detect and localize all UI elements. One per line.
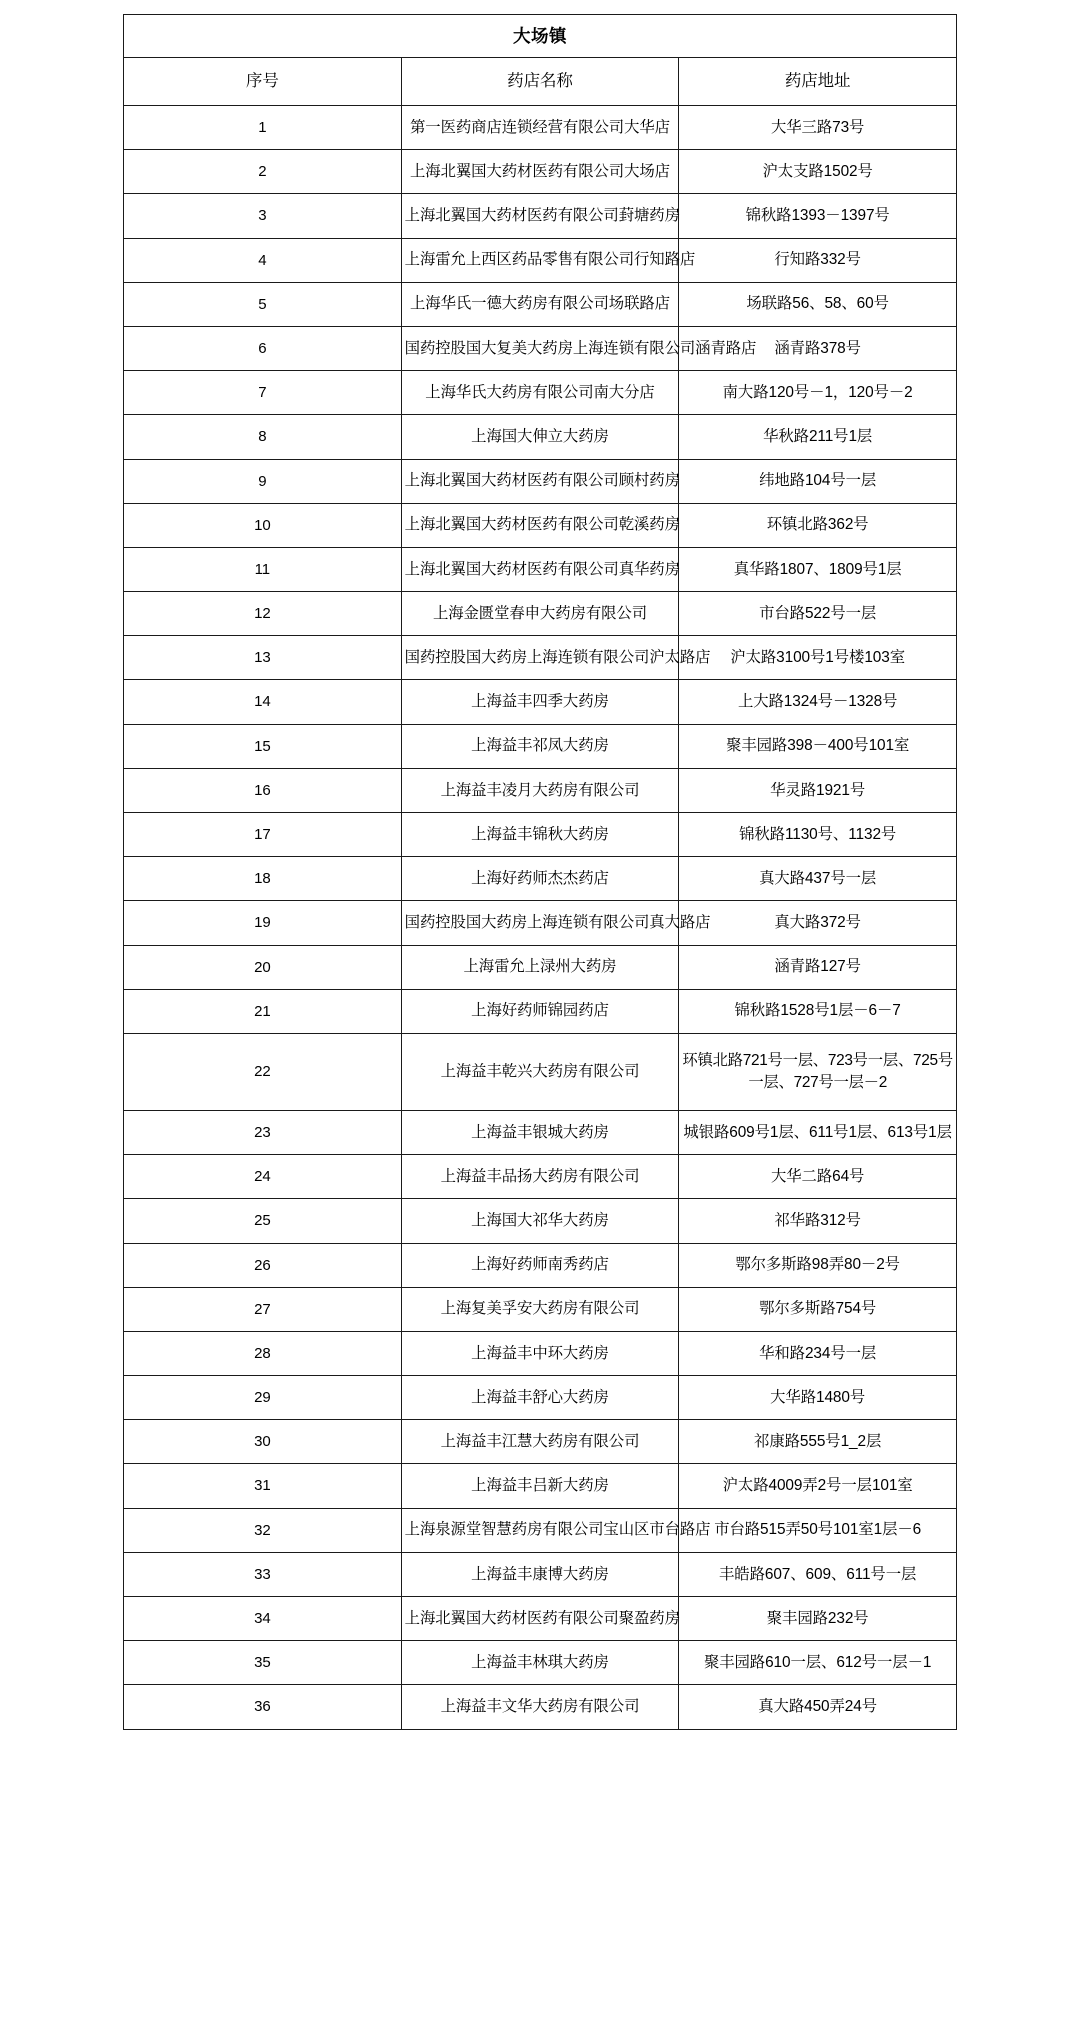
column-header-name: 药店名称	[401, 58, 679, 106]
row-index-cell: 19	[124, 901, 402, 945]
table-row	[124, 547, 957, 591]
table-row	[124, 1033, 957, 1110]
pharmacy-name-cell: 上海泉源堂智慧药房有限公司宝山区市台路店	[401, 1508, 679, 1552]
pharmacy-name-cell: 上海益丰吕新大药房	[401, 1464, 679, 1508]
table-row	[124, 813, 957, 857]
pharmacy-name-cell: 上海国大祁华大药房	[401, 1199, 679, 1243]
row-index-cell: 17	[124, 813, 402, 857]
row-index-cell: 1	[124, 106, 402, 150]
table-row	[124, 1641, 957, 1685]
pharmacy-name-cell: 上海益丰银城大药房	[401, 1110, 679, 1154]
pharmacy-address-cell: 祁华路312号	[679, 1199, 957, 1243]
pharmacy-address-cell: 真大路450弄24号	[679, 1685, 957, 1729]
row-index-cell: 24	[124, 1155, 402, 1199]
pharmacy-name-cell: 上海复美孚安大药房有限公司	[401, 1287, 679, 1331]
table-row	[124, 238, 957, 282]
pharmacy-address-cell: 真大路437号一层	[679, 857, 957, 901]
pharmacy-address-cell: 丰皓路607、609、611号一层	[679, 1552, 957, 1596]
row-index-cell: 18	[124, 857, 402, 901]
pharmacy-name-cell: 上海益丰江慧大药房有限公司	[401, 1420, 679, 1464]
row-index-cell: 34	[124, 1597, 402, 1641]
pharmacy-name-cell: 上海益丰凌月大药房有限公司	[401, 768, 679, 812]
table-row	[124, 1597, 957, 1641]
pharmacy-address-cell: 纬地路104号一层	[679, 459, 957, 503]
pharmacy-name-cell: 上海雷允上渌州大药房	[401, 945, 679, 989]
row-index-cell: 23	[124, 1110, 402, 1154]
pharmacy-name-cell: 国药控股国大药房上海连锁有限公司沪太路店	[401, 636, 679, 680]
pharmacy-name-cell: 上海雷允上西区药品零售有限公司行知路店	[401, 238, 679, 282]
row-index-cell: 21	[124, 989, 402, 1033]
row-index-cell: 25	[124, 1199, 402, 1243]
pharmacy-address-cell: 聚丰园路232号	[679, 1597, 957, 1641]
pharmacy-address-cell: 行知路332号	[679, 238, 957, 282]
column-header-index: 序号	[124, 58, 402, 106]
pharmacy-address-cell: 锦秋路1393－1397号	[679, 194, 957, 238]
pharmacy-address-cell: 涵青路127号	[679, 945, 957, 989]
table-title-row	[124, 15, 957, 58]
table-title: 大场镇	[124, 15, 957, 58]
pharmacy-name-cell: 上海益丰中环大药房	[401, 1331, 679, 1375]
table-row	[124, 1243, 957, 1287]
table-row	[124, 503, 957, 547]
table-row	[124, 415, 957, 459]
row-index-cell: 36	[124, 1685, 402, 1729]
pharmacy-address-cell: 沪太路3100号1号楼103室	[679, 636, 957, 680]
pharmacy-name-cell: 第一医药商店连锁经营有限公司大华店	[401, 106, 679, 150]
pharmacy-name-cell: 上海好药师南秀药店	[401, 1243, 679, 1287]
row-index-cell: 20	[124, 945, 402, 989]
pharmacy-address-cell: 大华三路73号	[679, 106, 957, 150]
pharmacy-address-cell: 真大路372号	[679, 901, 957, 945]
row-index-cell: 11	[124, 547, 402, 591]
pharmacy-name-cell: 上海益丰品扬大药房有限公司	[401, 1155, 679, 1199]
pharmacy-address-cell: 沪太支路1502号	[679, 150, 957, 194]
table-row	[124, 680, 957, 724]
table-row	[124, 989, 957, 1033]
pharmacy-address-cell: 锦秋路1130号、1132号	[679, 813, 957, 857]
table-row	[124, 150, 957, 194]
pharmacy-address-cell: 南大路120号－1，120号－2	[679, 371, 957, 415]
pharmacy-address-cell: 场联路56、58、60号	[679, 282, 957, 326]
table-row	[124, 459, 957, 503]
pharmacy-name-cell: 国药控股国大复美大药房上海连锁有限公司涵青路店	[401, 326, 679, 370]
pharmacy-name-cell: 上海北翼国大药材医药有限公司乾溪药房	[401, 503, 679, 547]
table-row	[124, 1464, 957, 1508]
pharmacy-address-cell: 鄂尔多斯路754号	[679, 1287, 957, 1331]
row-index-cell: 16	[124, 768, 402, 812]
table-row	[124, 1110, 957, 1154]
pharmacy-name-cell: 上海北翼国大药材医药有限公司大场店	[401, 150, 679, 194]
row-index-cell: 6	[124, 326, 402, 370]
table-row	[124, 1420, 957, 1464]
table-row	[124, 724, 957, 768]
row-index-cell: 29	[124, 1376, 402, 1420]
pharmacy-address-cell: 环镇北路362号	[679, 503, 957, 547]
row-index-cell: 15	[124, 724, 402, 768]
pharmacy-name-cell: 上海北翼国大药材医药有限公司聚盈药房	[401, 1597, 679, 1641]
table-row	[124, 592, 957, 636]
table-row	[124, 371, 957, 415]
pharmacy-name-cell: 上海益丰林琪大药房	[401, 1641, 679, 1685]
pharmacy-name-cell: 上海北翼国大药材医药有限公司真华药房	[401, 547, 679, 591]
row-index-cell: 26	[124, 1243, 402, 1287]
pharmacy-address-cell: 真华路1807、1809号1层	[679, 547, 957, 591]
table-row	[124, 194, 957, 238]
pharmacy-address-cell: 涵青路378号	[679, 326, 957, 370]
pharmacy-name-cell: 上海益丰锦秋大药房	[401, 813, 679, 857]
row-index-cell: 5	[124, 282, 402, 326]
row-index-cell: 3	[124, 194, 402, 238]
row-index-cell: 28	[124, 1331, 402, 1375]
table-row	[124, 636, 957, 680]
pharmacy-address-cell: 环镇北路721号一层、723号一层、725号一层、727号一层－2	[679, 1033, 957, 1110]
pharmacy-address-cell: 聚丰园路398－400号101室	[679, 724, 957, 768]
pharmacy-address-cell: 华灵路1921号	[679, 768, 957, 812]
column-header-address: 药店地址	[679, 58, 957, 106]
pharmacy-address-cell: 市台路515弄50号101室1层－6	[679, 1508, 957, 1552]
row-index-cell: 33	[124, 1552, 402, 1596]
pharmacy-address-cell: 锦秋路1528号1层－6－7	[679, 989, 957, 1033]
table-row	[124, 1155, 957, 1199]
pharmacy-name-cell: 上海华氏大药房有限公司南大分店	[401, 371, 679, 415]
table-row	[124, 901, 957, 945]
pharmacy-address-cell: 聚丰园路610一层、612号一层－1	[679, 1641, 957, 1685]
pharmacy-address-cell: 上大路1324号－1328号	[679, 680, 957, 724]
pharmacy-name-cell: 上海益丰康博大药房	[401, 1552, 679, 1596]
row-index-cell: 14	[124, 680, 402, 724]
row-index-cell: 2	[124, 150, 402, 194]
row-index-cell: 9	[124, 459, 402, 503]
pharmacy-address-cell: 市台路522号一层	[679, 592, 957, 636]
row-index-cell: 10	[124, 503, 402, 547]
row-index-cell: 31	[124, 1464, 402, 1508]
pharmacy-address-cell: 鄂尔多斯路98弄80－2号	[679, 1243, 957, 1287]
row-index-cell: 32	[124, 1508, 402, 1552]
pharmacy-address-cell: 大华二路64号	[679, 1155, 957, 1199]
table-row	[124, 1287, 957, 1331]
table-header-row	[124, 58, 957, 106]
pharmacy-address-cell: 沪太路4009弄2号一层101室	[679, 1464, 957, 1508]
pharmacy-name-cell: 上海北翼国大药材医药有限公司葑塘药房	[401, 194, 679, 238]
table-row	[124, 768, 957, 812]
pharmacy-name-cell: 上海益丰祁凤大药房	[401, 724, 679, 768]
row-index-cell: 13	[124, 636, 402, 680]
pharmacy-name-cell: 国药控股国大药房上海连锁有限公司真大路店	[401, 901, 679, 945]
row-index-cell: 35	[124, 1641, 402, 1685]
pharmacy-address-cell: 华秋路211号1层	[679, 415, 957, 459]
table-row	[124, 1331, 957, 1375]
pharmacy-address-cell: 华和路234号一层	[679, 1331, 957, 1375]
pharmacy-name-cell: 上海益丰舒心大药房	[401, 1376, 679, 1420]
row-index-cell: 8	[124, 415, 402, 459]
table-row	[124, 1552, 957, 1596]
pharmacy-name-cell: 上海华氏一德大药房有限公司场联路店	[401, 282, 679, 326]
row-index-cell: 12	[124, 592, 402, 636]
pharmacy-address-cell: 大华路1480号	[679, 1376, 957, 1420]
table-row	[124, 857, 957, 901]
table-row	[124, 106, 957, 150]
table-row	[124, 282, 957, 326]
pharmacy-name-cell: 上海益丰文华大药房有限公司	[401, 1685, 679, 1729]
pharmacy-address-cell: 城银路609号1层、611号1层、613号1层	[679, 1110, 957, 1154]
pharmacy-name-cell: 上海北翼国大药材医药有限公司顾村药房	[401, 459, 679, 503]
table-row	[124, 945, 957, 989]
pharmacy-address-cell: 祁康路555号1_2层	[679, 1420, 957, 1464]
pharmacy-name-cell: 上海好药师锦园药店	[401, 989, 679, 1033]
table-body	[124, 15, 957, 1730]
pharmacy-table	[123, 14, 957, 1730]
pharmacy-name-cell: 上海国大伸立大药房	[401, 415, 679, 459]
row-index-cell: 7	[124, 371, 402, 415]
row-index-cell: 22	[124, 1033, 402, 1110]
table-row	[124, 326, 957, 370]
table-row	[124, 1376, 957, 1420]
row-index-cell: 4	[124, 238, 402, 282]
pharmacy-name-cell: 上海益丰四季大药房	[401, 680, 679, 724]
table-row	[124, 1685, 957, 1729]
row-index-cell: 30	[124, 1420, 402, 1464]
table-row	[124, 1508, 957, 1552]
table-row	[124, 1199, 957, 1243]
row-index-cell: 27	[124, 1287, 402, 1331]
pharmacy-name-cell: 上海益丰乾兴大药房有限公司	[401, 1033, 679, 1110]
pharmacy-name-cell: 上海好药师杰杰药店	[401, 857, 679, 901]
pharmacy-name-cell: 上海金匮堂春申大药房有限公司	[401, 592, 679, 636]
